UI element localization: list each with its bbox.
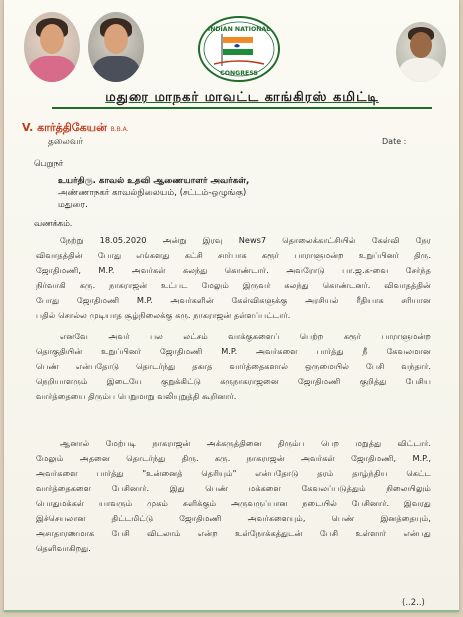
paragraph-line: அவர்களை பார்த்து "உன்னைத் தெரியும்" என்பதோடு தரம் தாழ்ந்திய கெட்ட	[36, 468, 431, 478]
recipient-line-2: அண்ணாநகர் காவல்நிலையம், (சட்டம்-ஒழுங்கு)	[58, 188, 247, 198]
paragraph-line: போது ஜோதிமணி M.P. அவர்களின் கேள்விகளுக்கு அரசியல் ரீதியாக சரியான	[36, 295, 431, 305]
salutation: வணக்கம்.	[34, 218, 73, 228]
paragraph-line: தொகுதியின் உறுப்பினர் ஜோதிமணி M.P. அவர்களை பார்த்து நீ கேவலமான	[36, 346, 431, 356]
paragraph-1	[36, 233, 431, 323]
paragraph-line: இச்செயலான திட்டமிட்டு ஜோதிமணி அவர்களையும், பெண் இனத்தையும்,	[36, 513, 431, 523]
paragraph-line: அசாதாரணமாக பேசி விடலாம் என்ற உள்நோக்கத்துடன் பேசி உள்ளார் என்பது	[36, 528, 431, 538]
congress-logo	[196, 14, 282, 84]
paragraph-line: விவாதத்தின் போது எங்களது கட்சி சார்பாக கரூர் பாராளுமன்ற உறுப்பினர் திரு.	[36, 250, 431, 260]
sender-degree: B.B.A.	[110, 126, 129, 133]
recipient-line-1: உயர்திரு. காவல் உதவி ஆணையாளர் அவர்கள்,	[58, 176, 250, 186]
sender-role: தலைவர்	[48, 137, 84, 147]
paragraph-line: மேலும் அதனை தொடர்ந்து திரு. கரு. நாகராஜன் அவர்கள் ஜோதிமணி, M.P.,	[36, 453, 431, 463]
paragraph-line: ஜோதிமணி, M.P. அவர்கள் கலந்து கொண்டார். அவரோடு பா.ஜ.க-வை சேர்ந்த	[36, 265, 431, 275]
paragraph-line: வார்த்தையை திரும்ப பெறுமாறு வலியுறுத்தி கூறினார்.	[36, 391, 237, 401]
sender-name	[22, 121, 129, 136]
recipient-label: பெறுநர்	[34, 158, 64, 168]
paragraph-line: நேற்று 18.05.2020 அன்று இரவு News7 தொலைக்காட்சியில் கேள்வி நேர	[60, 235, 431, 245]
title-underline	[52, 107, 432, 109]
paragraph-line: நெறியாளரும் இடையே குறுக்கிட்டு கருநாகராஜனை ஜோதிமணி குறித்து பேசிய	[36, 376, 431, 386]
sender-name-text: V. கார்த்திகேயன்	[22, 121, 107, 134]
leader-portrait-3	[396, 22, 446, 82]
paragraph-line: ஆனால் மேற்படி நாகராஜன் அக்கருத்தினை திரும்ப பெற மறுத்து விட்டார்.	[60, 438, 431, 448]
paragraph-line: நிர்வாகி கரு. நாகராஜன் உட்பட மேலும் இருவர் கலந்து கொண்டனர். விவாதத்தின்	[36, 280, 431, 290]
page-number: (..2..)	[402, 598, 425, 608]
footer-border	[4, 610, 459, 612]
leader-portrait-1	[24, 12, 80, 82]
paragraph-line: பெண் என்பதோடு தொடர்ந்து தகாத வார்த்தைகளால் ஒருமையில் பேசி வந்தார்.	[36, 361, 431, 371]
paragraph-line: எனவே அவர் பல லட்சம் வாக்குகளைப் பெற்ற கரூர் பாராளுமன்ற	[60, 331, 431, 341]
leader-portrait-2	[88, 12, 144, 82]
paragraph-line: தெளிவாகிறது.	[36, 543, 91, 553]
paragraph-line: பதில் சொல்ல முடியாத சூழ்நிலைக்கு கரு. நாகராஜன் தள்ளப்பட்டார்.	[36, 310, 291, 320]
logo-bottom-text: CONGRESS	[220, 70, 258, 77]
logo-top-text: INDIAN NATIONAL	[207, 26, 271, 33]
paragraph-2	[36, 329, 431, 404]
organization-title: மதுரை மாநகர் மாவட்ட காங்கிரஸ் கமிட்டி	[105, 90, 379, 105]
date-label: Date :	[382, 137, 407, 146]
recipient-line-3: மதுரை.	[58, 200, 88, 210]
paragraph-line: பொதுமக்கள் யாவரும் முகம் சுளிக்கும் அருவருப்பான நடையில் பேசினார். இவரது	[36, 498, 431, 508]
letter-page	[4, 0, 459, 612]
paragraph-line: வார்த்தைகளை பேசினார். இது பெண் மக்களை கேவலப்படுத்தும் நிலையிலும்	[36, 483, 431, 493]
paragraph-3	[36, 436, 431, 556]
